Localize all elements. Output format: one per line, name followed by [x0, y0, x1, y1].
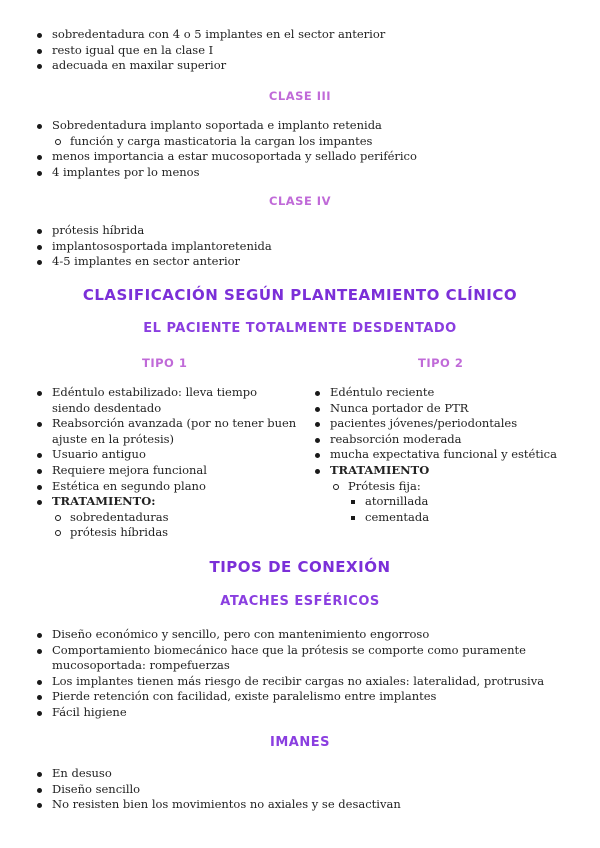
list-subitem: prótesis híbridas	[37, 525, 297, 541]
tratamiento-label: TRATAMIENTO	[330, 462, 430, 477]
list-item: Requiere mejora funcional	[37, 463, 297, 479]
list-item: Pierde retención con facilidad, existe paralelismo entre implantes	[0, 689, 548, 705]
clase-iii-list	[0, 118, 560, 180]
list-subitem: sobredentaduras	[37, 510, 297, 526]
list-subsubitem: cementada	[315, 510, 575, 526]
list-item: Edéntulo estabilizado: lleva tiempo siendo desdentado	[37, 385, 297, 416]
list-item: Nunca portador de PTR	[315, 401, 575, 417]
list-item: Diseño sencillo	[0, 782, 560, 798]
ataches-subheading: ATACHES ESFÉRICOS	[220, 594, 380, 609]
list-subsubitem: atornillada	[315, 494, 575, 510]
list-item: Estética en segundo plano	[37, 479, 297, 495]
list-item: mucha expectativa funcional y estética	[315, 447, 575, 463]
top-list	[0, 27, 560, 74]
list-item: menos importancia a estar mucosoportada y sellado periférico	[0, 149, 560, 165]
list-item: sobredentadura con 4 o 5 implantes en el sector anterior	[0, 27, 560, 43]
clase-iii-heading: CLASE III	[268, 89, 332, 103]
list-item: Usuario antiguo	[37, 447, 297, 463]
list-item: Reabsorción avanzada (por no tener buen ajuste en la prótesis)	[37, 416, 297, 447]
list-item: reabsorción moderada	[315, 432, 575, 448]
conexion-heading: TIPOS DE CONEXIÓN	[209, 558, 391, 576]
tipo-2-heading: TIPO 2	[418, 356, 464, 370]
clasificacion-heading: CLASIFICACIÓN SEGÚN PLANTEAMIENTO CLÍNICO	[82, 286, 518, 304]
list-item	[315, 463, 575, 479]
list-item: No resisten bien los movimientos no axiales y se desactivan	[0, 797, 560, 813]
list-item: Sobredentadura implanto soportada e implanto retenida	[0, 118, 560, 134]
clase-iv-list	[0, 223, 560, 270]
list-item: Los implantes tienen más riesgo de recibir cargas no axiales: lateralidad, protrusiva	[0, 674, 548, 690]
list-item: implantososportada implantoretenida	[0, 239, 560, 255]
list-item: Comportamiento biomecánico hace que la prótesis se comporte como puramente mucosoportada: rompefuerzas	[0, 643, 548, 674]
list-item: Diseño económico y sencillo, pero con mantenimiento engorroso	[0, 627, 548, 643]
list-subitem: función y carga masticatoria la cargan los impantes	[0, 134, 560, 150]
list-item: 4-5 implantes en sector anterior	[0, 254, 560, 270]
list-item: resto igual que en la clase I	[0, 43, 560, 59]
clase-iv-heading: CLASE IV	[269, 194, 331, 208]
imanes-heading: IMANES	[270, 735, 330, 750]
tipo-1-column	[37, 385, 297, 541]
list-item: prótesis híbrida	[0, 223, 560, 239]
imanes-list	[0, 766, 560, 813]
tipo-2-column	[315, 385, 575, 525]
ataches-list	[0, 627, 548, 721]
list-item: Fácil higiene	[0, 705, 548, 721]
list-item: En desuso	[0, 766, 560, 782]
list-item: Edéntulo reciente	[315, 385, 575, 401]
desdentado-subheading: EL PACIENTE TOTALMENTE DESDENTADO	[143, 321, 457, 336]
list-item: adecuada en maxilar superior	[0, 58, 560, 74]
list-item: pacientes jóvenes/periodontales	[315, 416, 575, 432]
tipo-1-heading: TIPO 1	[142, 356, 188, 370]
list-item: 4 implantes por lo menos	[0, 165, 560, 181]
tratamiento-label: TRATAMIENTO:	[52, 494, 156, 509]
list-subitem: Prótesis fija:	[315, 479, 575, 495]
list-item	[37, 494, 297, 510]
